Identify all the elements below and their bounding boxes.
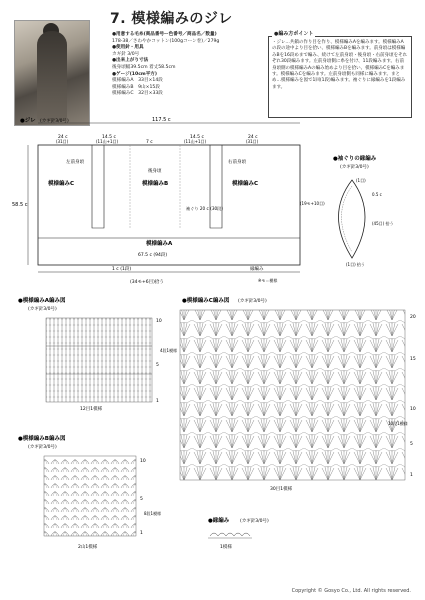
fuchi-title: ●縁編み	[208, 518, 230, 524]
bottom-count: (34モ+6目)拾う	[130, 280, 164, 285]
chart-a-grid	[46, 318, 152, 402]
chart-b	[18, 434, 161, 550]
jirei-title: ●ジレ	[20, 118, 36, 124]
pattern-c-right-label: 模様編みC	[232, 181, 259, 187]
top-right-width: 24 c	[248, 135, 258, 140]
chart-a-row-1: 1	[156, 399, 159, 404]
sode-top: (1目)	[356, 178, 366, 183]
jirei-schematic	[12, 116, 300, 285]
sode-bottom: (1目) 拾う	[346, 262, 365, 267]
height: 58.5 c	[12, 202, 28, 208]
chart-c-grid	[180, 310, 405, 480]
armhole-shape	[339, 180, 366, 258]
chart-c-rows: 10段1模様	[388, 421, 408, 426]
pattern-b-label: 模様編みB	[142, 181, 169, 187]
points-text: ・ジレ…共鎖の作り目を作り、模様編みAを編みます。模様編みAの段の途中より目を拾い、模様編みBを編みます。前身頃は模様編みBを16段めまで編み、続けて左前身頃・後身頃・右前身頃をそれぞれ30段編みます。左前身頃側に糸を付け、11段編みます。右前身頃側の模様編みAの編み始めより目を拾い、模様編みCを編みます。模様編みCを編みます。左前身頃側も同様に編みます。まとめ…模様編みを図で1回(1段)編みます。袖ぐりに縁編みを1段編みます。	[272, 40, 408, 90]
materials-gauge-b: 模様編みB 9山×15段	[112, 84, 160, 90]
armhole-label: 袖ぐり 20 c (30段)	[186, 206, 223, 211]
chart-b-title: ●模様編みB編み図	[18, 436, 66, 442]
materials-needle: カギ針 3/0号	[112, 51, 140, 57]
chart-b-row-1: 1	[140, 531, 143, 536]
chart-c-title: ●模様編みC編み図	[182, 298, 230, 304]
motif-note: ※モ＝模様	[258, 278, 278, 283]
fuchi-chart	[208, 516, 269, 550]
chart-c-row-5: 5	[410, 442, 413, 447]
chart-a-title: ●模様編みA編み図	[18, 298, 66, 304]
sode-title: ●袖ぐりの縁編み	[333, 156, 377, 162]
mid-left-width: 14.5 c	[102, 135, 116, 140]
chart-c-row-1: 1	[410, 473, 413, 478]
fuchi-width: 1模様	[220, 545, 232, 550]
chart-b-row-5: 5	[140, 497, 143, 502]
materials-gauge-a: 模様編みA 33目×14段	[112, 78, 163, 84]
sode-width: 0.5 c	[372, 192, 382, 197]
left-armhole	[92, 145, 104, 228]
materials-size: 後身頃幅39.5cm 着丈58.5cm	[112, 64, 176, 70]
chart-a-width: 12目1模様	[80, 407, 103, 412]
bottom-width: 67.5 c (94段)	[138, 253, 168, 258]
chart-a-rows: 4段1模様	[160, 348, 178, 353]
chart-b-row-10: 10	[140, 459, 146, 464]
materials-gauge-c: 模様編みC 32目×33段	[112, 91, 163, 97]
materials-header-size: ●出来上がり寸法	[112, 58, 149, 64]
chart-b-width: 2山1模様	[78, 545, 98, 550]
top-left-rows: (31目)	[56, 139, 69, 144]
chart-c	[180, 296, 416, 492]
bottom-note: 1 c (1段)	[112, 267, 132, 272]
top-left-width: 24 c	[58, 135, 68, 140]
chart-c-needle: (カギ針3/0号)	[238, 299, 267, 304]
right-front-label: 右前身頃	[228, 160, 246, 165]
fuchi-needle: (カギ針3/0号)	[240, 519, 269, 524]
chart-b-grid	[44, 456, 136, 536]
chart-a-row-10: 10	[156, 319, 162, 324]
chart-b-needle: (カギ針3/0号)	[28, 445, 57, 450]
chart-b-rows: 8段1模様	[144, 511, 162, 516]
materials-yarn: 178-38／さわやかコットン(100gコーン巻)／279g	[112, 38, 220, 44]
chart-c-row-10: 10	[410, 407, 416, 412]
chart-c-row-20: 20	[410, 315, 416, 320]
chart-a-needle: (カギ針3/0号)	[28, 307, 57, 312]
sode-diagram	[300, 154, 393, 267]
mid-right-width: 14.5 c	[190, 135, 204, 140]
back-label: 後身頃	[148, 169, 162, 174]
fuchi-label: 縁編み	[250, 267, 264, 272]
materials-header-gauge: ●ゲージ(10cm平方)	[112, 71, 157, 77]
left-front-label: 左前身頃	[66, 160, 84, 165]
chart-c-row-15: 15	[410, 357, 416, 362]
materials-header-needle: ●使用針・用具	[112, 45, 144, 51]
mid-right-sub: (11山+1目)	[184, 139, 207, 144]
jirei-needle: (カギ針3/0号)	[40, 119, 69, 124]
chart-a	[18, 296, 177, 412]
mid-left-sub: (11山+1目)	[96, 139, 119, 144]
copyright-footer: Copyright © Gosyo Co., Ltd. All rights reserved.	[291, 588, 411, 594]
points-header: ●編み方ポイント	[274, 31, 314, 37]
chart-a-row-5: 5	[156, 363, 159, 368]
center-width: 7 c	[146, 140, 153, 145]
right-armhole	[210, 145, 222, 228]
pattern-c-left-label: 模様編みC	[48, 181, 75, 187]
total-width: 117.5 c	[152, 117, 171, 123]
sode-needle: (カギ針3/0号)	[340, 165, 369, 170]
top-right-rows: (31目)	[246, 139, 259, 144]
pattern-a-label: 模様編みA	[146, 241, 173, 247]
materials-header-yarn: ●用意する毛糸(商品番号ー色番号／商品名／数量)	[112, 32, 217, 37]
chart-c-width: 30目1模様	[270, 487, 293, 492]
page-title: 7. 模様編みのジレ	[110, 11, 233, 27]
sode-left: (19モ+10目)	[300, 201, 325, 206]
sode-side: (45目) 拾う	[372, 221, 394, 226]
